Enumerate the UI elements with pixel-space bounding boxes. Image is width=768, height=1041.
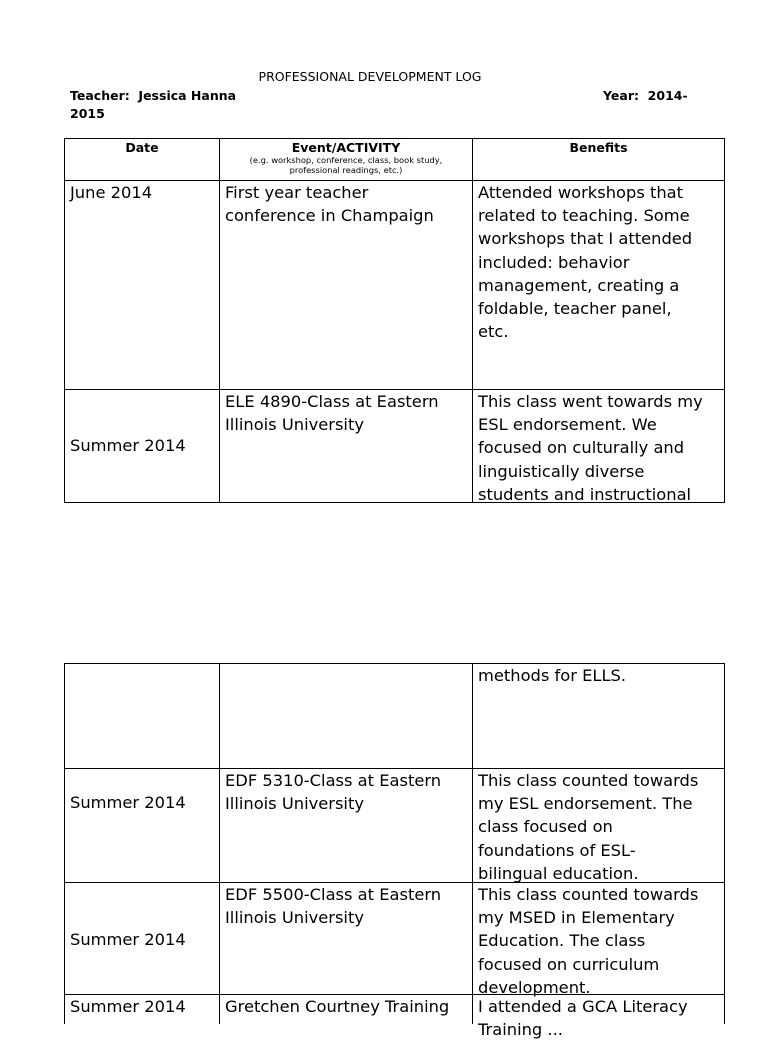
school-year: Year: 2014-	[603, 88, 688, 103]
table-row-date	[64, 663, 219, 768]
school-year-continuation: 2015	[70, 106, 105, 121]
table-row-date: Summer 2014	[64, 994, 219, 1024]
teacher-name: Teacher: Jessica Hanna	[70, 88, 237, 103]
table-row-event: Gretchen Courtney Training	[219, 994, 472, 1024]
table-row-benefits: This class counted towards my MSED in Elementary Education. The class focused on curriculum development.	[472, 882, 725, 994]
header-event: Event/ACTIVITY (e.g. workshop, conference, class, book study, professional readings, etc.)	[219, 138, 472, 180]
table-row-benefits: methods for ELLS.	[472, 663, 725, 768]
table-row-event: EDF 5500-Class at Eastern Illinois University	[219, 882, 472, 994]
table-row-event: First year teacher conference in Champaign	[219, 180, 472, 389]
header-benefits: Benefits	[472, 138, 725, 180]
table-row-benefits: Attended workshops that related to teaching. Some workshops that I attended included: behavior management, creating a foldable, teacher panel, etc.	[472, 180, 725, 389]
table-row-benefits: I attended a GCA Literacy Training ...	[472, 994, 725, 1024]
table-row-date: Summer 2014	[64, 389, 219, 503]
header-date: Date	[64, 138, 219, 180]
table-row-event: EDF 5310-Class at Eastern Illinois University	[219, 768, 472, 882]
table-row-benefits: This class went towards my ESL endorsement. We focused on culturally and linguistically diverse students and instructional	[472, 389, 725, 503]
table-row-event	[219, 663, 472, 768]
document-title: PROFESSIONAL DEVELOPMENT LOG	[258, 69, 482, 84]
table-row-date: June 2014	[64, 180, 219, 389]
table-row-date: Summer 2014	[64, 882, 219, 994]
table-row-event: ELE 4890-Class at Eastern Illinois University	[219, 389, 472, 503]
table-row-benefits: This class counted towards my ESL endorsement. The class focused on foundations of ESL- bilingual education.	[472, 768, 725, 882]
table-row-date: Summer 2014	[64, 768, 219, 882]
header-event-examples: (e.g. workshop, conference, class, book study, professional readings, etc.)	[249, 155, 443, 175]
